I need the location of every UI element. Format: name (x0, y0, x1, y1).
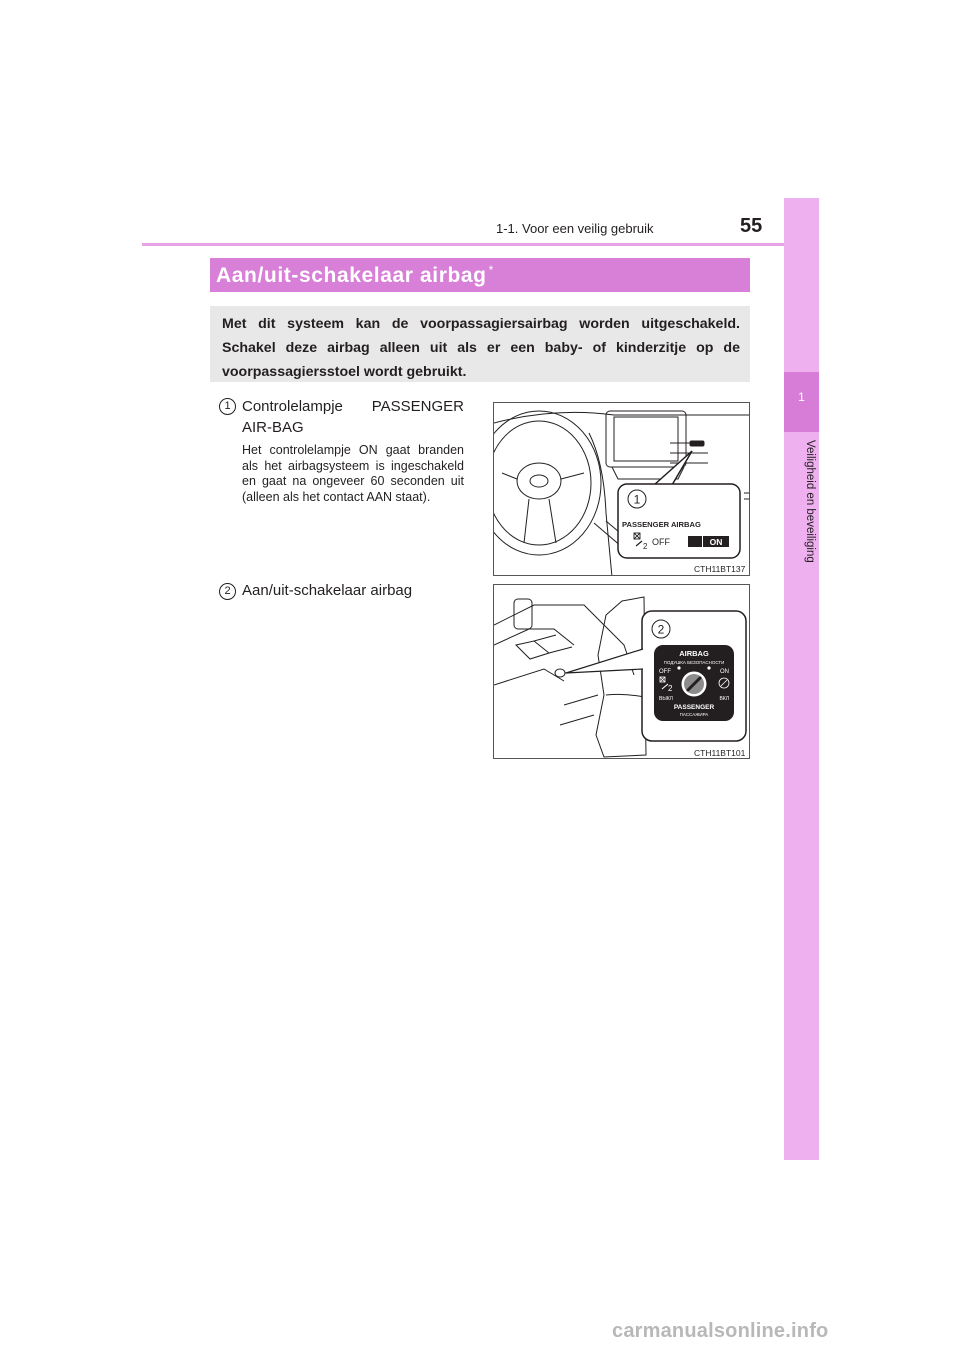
airbag-on-icon (688, 536, 702, 547)
figure-code: CTH11BT101 (694, 748, 746, 758)
item-title: Aan/uit-schakelaar airbag (242, 582, 413, 599)
figure1-callout-number: 1 (633, 492, 641, 507)
figure-airbag-switch (493, 584, 750, 759)
switch-airbag-label: AIRBAG (679, 649, 709, 658)
intro-text: Met dit systeem kan de voorpassagiersairbag worden uitgeschakeld. Schakel deze airbag alleen uit als er een baby- of kinderzitje op de voorpassagiersstoel wordt gebruikt. (222, 316, 740, 380)
figure-code: CTH11BT137 (694, 564, 746, 574)
lamp-off-label: OFF (652, 537, 670, 547)
switch-passenger-label: PASSENGER (673, 704, 715, 711)
switch-on-ru-label: ВКЛ (719, 696, 729, 702)
chapter-number: 1 (798, 390, 805, 404)
chapter-label: Veiligheid en beveiliging (804, 440, 816, 563)
watermark: carmanualsonline.info (612, 1320, 829, 1342)
item-description: Het controlelampje ON gaat branden als het airbagsysteem is ingeschakeld en gaat na ongeveer 60 seconden uit (alleen als het contact AAN staat). (242, 443, 464, 504)
svg-text:2: 2 (668, 684, 673, 693)
running-header: 1-1. Voor een veilig gebruik (496, 221, 654, 236)
section-title-marker: * (488, 263, 494, 277)
figure-passenger-airbag-lamp (493, 402, 750, 576)
chapter-side-tab (784, 198, 819, 1160)
lamp-label: PASSENGER AIRBAG (622, 520, 701, 529)
header-rule (142, 243, 819, 246)
item-number: 2 (219, 583, 236, 600)
switch-airbag-ru-label: ПОДУШКА БЕЗОПАСНОСТИ (663, 660, 725, 665)
lamp-on-label: ON (709, 537, 723, 547)
page-number: 55 (740, 215, 763, 237)
glovebox-illustration (494, 585, 750, 759)
section-title (216, 263, 494, 288)
switch-off-label: OFF (659, 669, 671, 675)
dashboard-illustration (494, 403, 750, 576)
item-number: 1 (219, 398, 236, 415)
figure2-callout-number: 2 (657, 622, 665, 637)
item-title: Controlelampje PASSENGER AIR-BAG (242, 398, 464, 436)
switch-off-ru-label: ВЫКЛ (659, 696, 673, 702)
switch-passenger-ru-label: ПАССАЖИРА (679, 712, 709, 717)
section-title-text: Aan/uit-schakelaar airbag (216, 264, 487, 287)
svg-text:2: 2 (643, 542, 648, 551)
switch-on-label: ON (720, 669, 729, 675)
